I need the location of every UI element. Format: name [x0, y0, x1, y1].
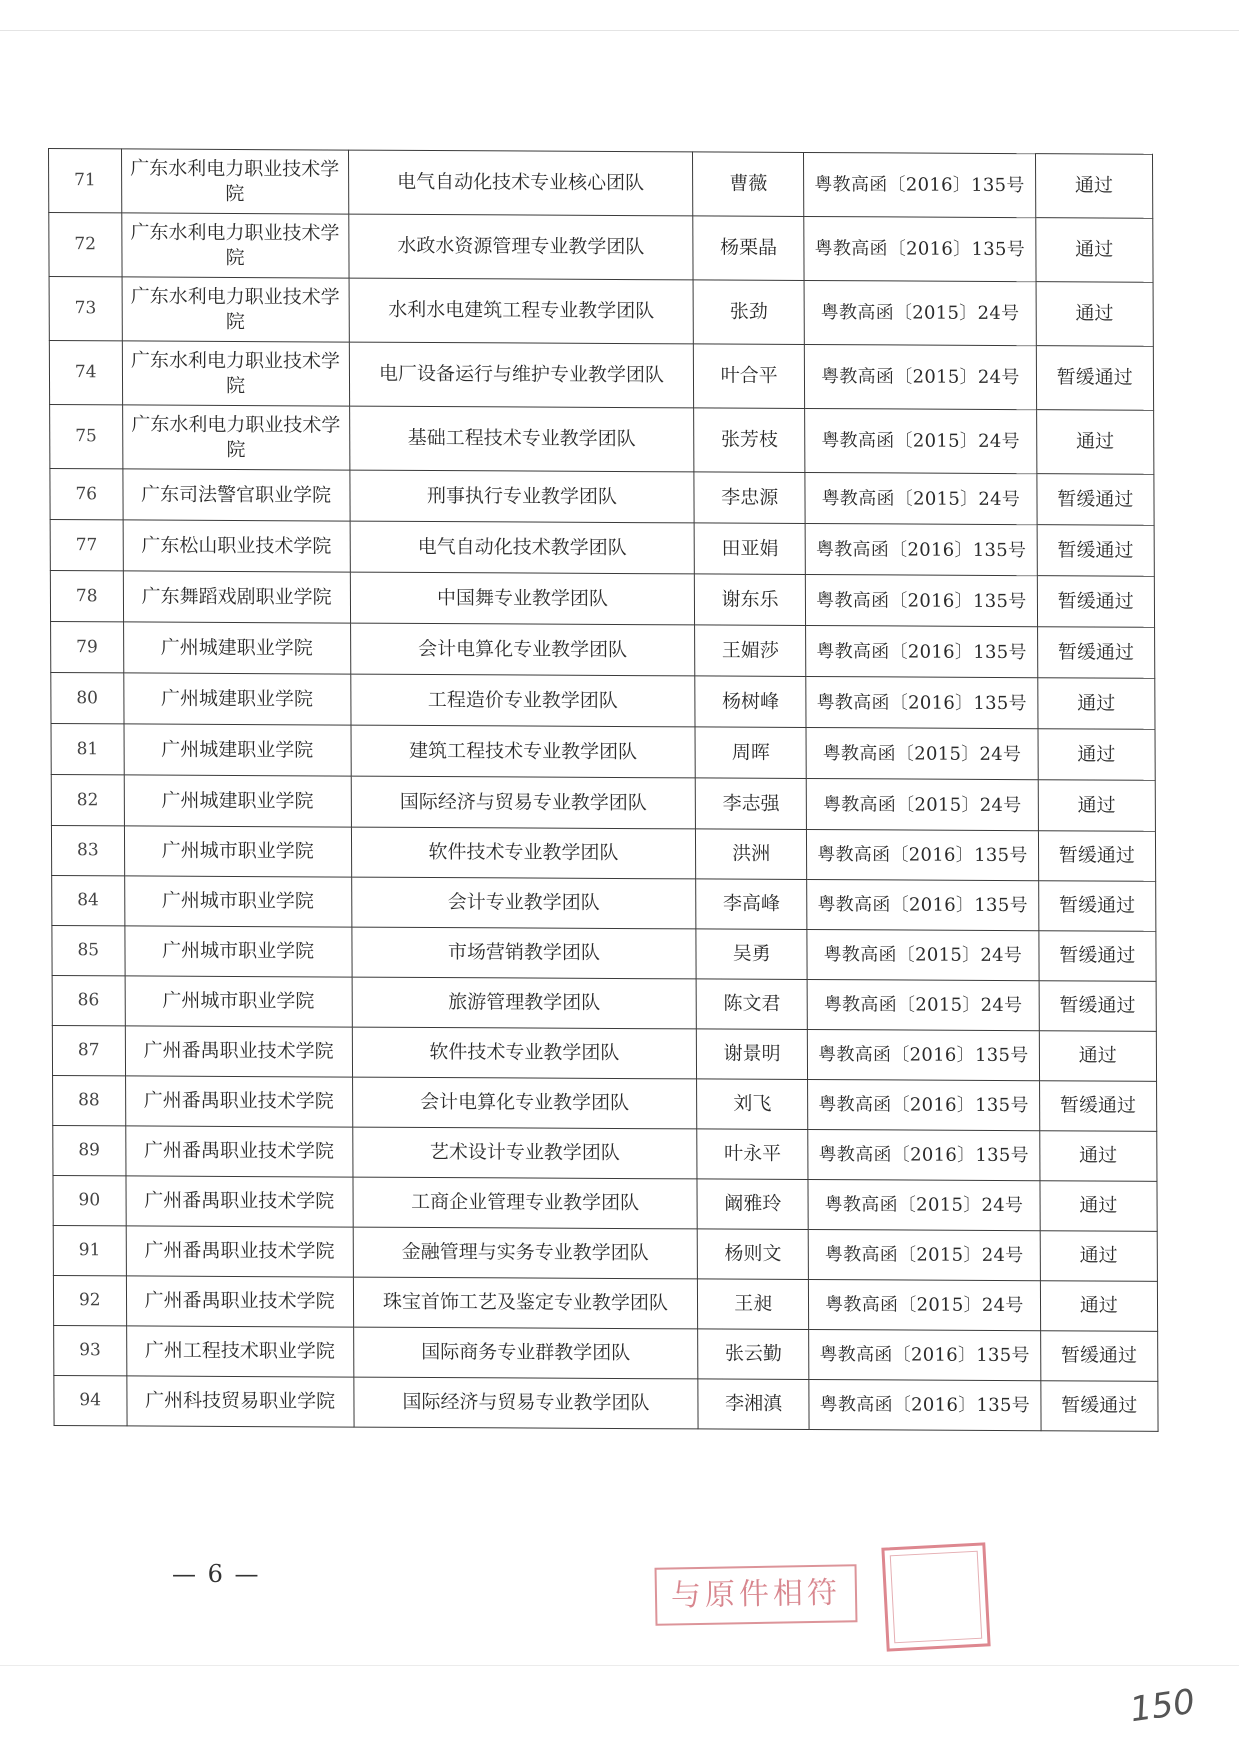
team-name: 建筑工程技术专业教学团队 [351, 725, 696, 778]
team-leader: 王媚莎 [695, 625, 806, 677]
review-result: 暂缓通过 [1039, 931, 1157, 982]
school-name: 广东司法警官职业学院 [122, 469, 349, 521]
team-name: 中国舞专业教学团队 [350, 572, 695, 625]
table-row [51, 622, 1155, 679]
review-result: 通过 [1039, 1031, 1157, 1082]
row-number: 81 [51, 724, 124, 775]
review-result: 暂缓通过 [1036, 346, 1154, 411]
table-row [54, 1376, 1158, 1432]
row-number: 80 [51, 673, 124, 724]
school-name: 广州城市职业学院 [124, 826, 351, 877]
review-result: 通过 [1040, 1231, 1158, 1282]
review-result: 通过 [1039, 1131, 1157, 1182]
team-name: 电气自动化技术专业核心团队 [348, 150, 693, 216]
row-number: 82 [51, 775, 124, 826]
team-leader: 叶合平 [694, 344, 805, 409]
team-name: 会计专业教学团队 [351, 877, 696, 929]
review-result: 通过 [1035, 154, 1153, 219]
row-number: 84 [52, 876, 125, 926]
school-name: 广东水利电力职业技术学院 [122, 405, 349, 470]
table-row [51, 724, 1155, 781]
approval-document: 粤教高函〔2015〕24号 [804, 280, 1036, 345]
row-number: 86 [52, 976, 125, 1026]
table-row [50, 571, 1154, 628]
school-name: 广州城建职业学院 [124, 775, 351, 827]
row-number: 93 [54, 1326, 127, 1376]
approval-document: 粤教高函〔2016〕135号 [806, 574, 1038, 626]
row-number: 76 [50, 469, 123, 520]
review-result: 通过 [1037, 678, 1155, 730]
review-result: 暂缓通过 [1037, 474, 1155, 526]
table-row [54, 1326, 1158, 1382]
review-result: 暂缓通过 [1040, 1331, 1158, 1382]
team-table-container [48, 148, 1159, 1432]
review-result: 暂缓通过 [1037, 627, 1155, 679]
approval-document: 粤教高函〔2016〕135号 [808, 1079, 1040, 1130]
team-name: 水利水电建筑工程专业教学团队 [349, 278, 694, 344]
row-number: 79 [51, 622, 124, 673]
team-name: 市场营销教学团队 [352, 927, 697, 979]
team-leader: 曹薇 [693, 152, 804, 217]
row-number: 92 [53, 1276, 126, 1326]
team-name: 国际经济与贸易专业教学团队 [354, 1377, 699, 1429]
page-bottom-edge [0, 1665, 1239, 1666]
school-name: 广东松山职业技术学院 [123, 520, 350, 572]
review-result: 暂缓通过 [1037, 576, 1155, 628]
page-number: — 6 — [172, 1560, 261, 1588]
team-leader: 张云勤 [698, 1329, 809, 1380]
approval-document: 粤教高函〔2016〕135号 [807, 829, 1039, 880]
table-row [50, 469, 1154, 526]
approval-document: 粤教高函〔2016〕135号 [805, 523, 1037, 575]
team-name: 水政水资源管理专业教学团队 [348, 214, 693, 280]
school-name: 广州工程技术职业学院 [126, 1326, 353, 1377]
approval-document: 粤教高函〔2016〕135号 [806, 625, 1038, 677]
team-leader: 洪洲 [696, 829, 807, 880]
team-leader: 李志强 [695, 778, 806, 830]
school-name: 广州番禺职业技术学院 [126, 1176, 353, 1227]
school-name: 广州城建职业学院 [123, 673, 350, 725]
approval-document: 粤教高函〔2016〕135号 [804, 216, 1036, 281]
review-result: 暂缓通过 [1037, 525, 1155, 577]
review-result: 通过 [1036, 410, 1154, 475]
handwritten-page-count: 150 [1127, 1681, 1198, 1731]
table-row [52, 1026, 1156, 1082]
official-seal [881, 1542, 990, 1651]
team-leader: 阚雅玲 [697, 1179, 808, 1230]
school-name: 广东水利电力职业技术学院 [122, 341, 349, 406]
team-leader: 陈文君 [696, 979, 807, 1030]
row-number: 88 [53, 1076, 126, 1126]
approval-document: 粤教高函〔2016〕135号 [809, 1379, 1041, 1430]
approval-document: 粤教高函〔2016〕135号 [809, 1329, 1041, 1380]
team-name: 刑事执行专业教学团队 [350, 470, 695, 523]
table-row [53, 1276, 1157, 1332]
table-row [49, 277, 1153, 347]
review-result: 通过 [1038, 729, 1156, 781]
team-name: 金融管理与实务专业教学团队 [353, 1227, 698, 1279]
school-name: 广州城建职业学院 [123, 622, 350, 674]
school-name: 广州城市职业学院 [124, 926, 351, 977]
approval-document: 粤教高函〔2016〕135号 [804, 152, 1036, 217]
team-leader: 吴勇 [696, 929, 807, 980]
review-result: 暂缓通过 [1039, 981, 1157, 1032]
review-result: 暂缓通过 [1040, 1381, 1158, 1432]
school-name: 广州城市职业学院 [124, 876, 351, 927]
review-result: 通过 [1040, 1181, 1158, 1232]
table-row [52, 876, 1156, 932]
row-number: 73 [49, 277, 122, 341]
approval-document: 粤教高函〔2015〕24号 [805, 344, 1037, 409]
row-number: 75 [50, 405, 123, 469]
row-number: 77 [50, 520, 123, 571]
team-name: 会计电算化专业教学团队 [350, 623, 695, 676]
row-number: 85 [52, 926, 125, 976]
approval-document: 粤教高函〔2015〕24号 [809, 1279, 1041, 1330]
school-name: 广东水利电力职业技术学院 [122, 277, 349, 342]
team-leader: 谢东乐 [695, 574, 806, 626]
team-name: 电气自动化技术教学团队 [350, 521, 695, 574]
table-row [51, 826, 1155, 882]
table-row [53, 1176, 1157, 1232]
row-number: 89 [53, 1126, 126, 1176]
team-name: 工程造价专业教学团队 [351, 674, 696, 727]
team-leader: 杨栗晶 [693, 216, 804, 281]
review-result: 通过 [1040, 1281, 1158, 1332]
team-leader: 田亚娟 [694, 523, 805, 575]
table-body [49, 149, 1159, 1432]
approval-document: 粤教高函〔2015〕24号 [805, 472, 1037, 524]
row-number: 91 [53, 1226, 126, 1276]
school-name: 广州番禺职业技术学院 [125, 1126, 352, 1177]
table-row [49, 341, 1153, 411]
school-name: 广州番禺职业技术学院 [126, 1276, 353, 1327]
table-row [49, 149, 1153, 219]
table-row [53, 1076, 1157, 1132]
school-name: 广东水利电力职业技术学院 [121, 213, 348, 278]
table-row [49, 213, 1153, 283]
team-name: 国际商务专业群教学团队 [353, 1327, 698, 1379]
school-name: 广州番禺职业技术学院 [125, 1026, 352, 1077]
approval-document: 粤教高函〔2015〕24号 [807, 979, 1039, 1030]
team-name: 基础工程技术专业教学团队 [349, 406, 694, 472]
approval-document: 粤教高函〔2015〕24号 [806, 778, 1038, 830]
school-name: 广州番禺职业技术学院 [126, 1226, 353, 1277]
team-name: 软件技术专业教学团队 [351, 827, 696, 879]
team-leader: 谢景明 [697, 1029, 808, 1080]
team-leader: 王昶 [698, 1279, 809, 1330]
review-result: 暂缓通过 [1038, 831, 1156, 882]
team-name: 艺术设计专业教学团队 [352, 1127, 697, 1179]
approval-document: 粤教高函〔2015〕24号 [807, 929, 1039, 980]
table-row [53, 1226, 1157, 1282]
approval-document: 粤教高函〔2015〕24号 [808, 1229, 1040, 1280]
review-result: 通过 [1038, 780, 1156, 832]
team-name: 珠宝首饰工艺及鉴定专业教学团队 [353, 1277, 698, 1329]
review-result: 暂缓通过 [1038, 881, 1156, 932]
review-result: 通过 [1036, 282, 1154, 347]
approval-document: 粤教高函〔2015〕24号 [808, 1179, 1040, 1230]
table-row [52, 976, 1156, 1032]
team-name: 会计电算化专业教学团队 [352, 1077, 697, 1129]
row-number: 74 [49, 341, 122, 405]
team-leader: 张芳枝 [694, 408, 805, 473]
team-name: 电厂设备运行与维护专业教学团队 [349, 342, 694, 408]
certified-copy-stamp: 与原件相符 [655, 1564, 858, 1626]
table-row [51, 673, 1155, 730]
school-name: 广州城建职业学院 [124, 724, 351, 776]
row-number: 87 [52, 1026, 125, 1076]
team-name: 旅游管理教学团队 [352, 977, 697, 1029]
table-row [50, 405, 1154, 475]
team-name: 工商企业管理专业教学团队 [353, 1177, 698, 1229]
team-leader: 杨树峰 [695, 676, 806, 728]
row-number: 78 [50, 571, 123, 622]
team-leader: 刘飞 [697, 1079, 808, 1130]
review-result: 通过 [1035, 218, 1153, 283]
table-row [51, 775, 1155, 832]
school-name: 广州城市职业学院 [125, 976, 352, 1027]
review-result: 暂缓通过 [1039, 1081, 1157, 1132]
approval-document: 粤教高函〔2016〕135号 [808, 1129, 1040, 1180]
page-top-edge [0, 30, 1239, 31]
team-leader: 周晖 [695, 727, 806, 779]
team-leader: 张劲 [693, 280, 804, 345]
row-number: 72 [49, 213, 122, 277]
approval-document: 粤教高函〔2015〕24号 [805, 408, 1037, 473]
school-name: 广东舞蹈戏剧职业学院 [123, 571, 350, 623]
team-leader: 杨则文 [697, 1229, 808, 1280]
school-name: 广州科技贸易职业学院 [126, 1376, 353, 1427]
school-name: 广东水利电力职业技术学院 [121, 149, 348, 214]
team-leader: 李高峰 [696, 879, 807, 930]
approval-document: 粤教高函〔2016〕135号 [807, 879, 1039, 930]
team-leader: 李湘滇 [698, 1379, 809, 1430]
table-row [50, 520, 1154, 577]
approval-document: 粤教高函〔2015〕24号 [806, 727, 1038, 779]
teaching-team-table [48, 148, 1159, 1432]
row-number: 90 [53, 1176, 126, 1226]
team-leader: 叶永平 [697, 1129, 808, 1180]
table-row [52, 926, 1156, 982]
approval-document: 粤教高函〔2016〕135号 [807, 1029, 1039, 1080]
table-row [53, 1126, 1157, 1182]
team-leader: 李忠源 [694, 472, 805, 524]
row-number: 94 [54, 1376, 127, 1426]
team-name: 国际经济与贸易专业教学团队 [351, 776, 696, 829]
team-name: 软件技术专业教学团队 [352, 1027, 697, 1079]
approval-document: 粤教高函〔2016〕135号 [806, 676, 1038, 728]
school-name: 广州番禺职业技术学院 [125, 1076, 352, 1127]
row-number: 83 [51, 826, 124, 876]
row-number: 71 [49, 149, 122, 213]
